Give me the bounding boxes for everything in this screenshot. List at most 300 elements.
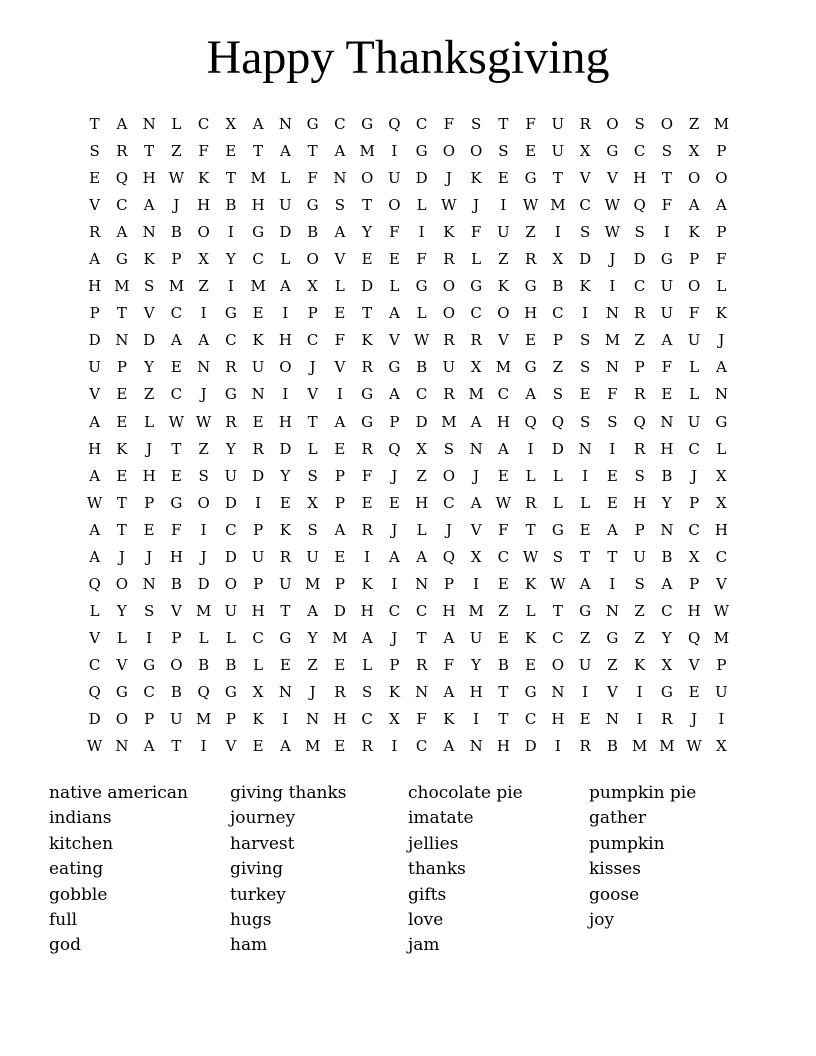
grid-cell: G (115, 683, 128, 701)
grid-cell: M (359, 142, 375, 161)
grid-cell: I (200, 520, 207, 539)
grid-cell: U (687, 331, 701, 350)
word-item: goose (589, 884, 640, 905)
grid-cell: A (497, 439, 509, 458)
grid-cell: O (442, 277, 456, 296)
grid-cell: Q (442, 547, 456, 566)
grid-cell: J (391, 520, 398, 539)
grid-cell: M (550, 196, 566, 215)
grid-cell: P (89, 304, 100, 323)
grid-cell: E (170, 466, 182, 485)
grid-cell: P (716, 223, 727, 242)
grid-cell: L (525, 601, 536, 620)
grid-cell: M (250, 277, 266, 296)
grid-cell: H (278, 412, 292, 431)
grid-cell: S (470, 115, 482, 134)
grid-cell: P (689, 574, 700, 593)
grid-cell: K (715, 304, 727, 323)
grid-cell: I (391, 737, 398, 756)
grid-cell: A (334, 520, 346, 539)
grid-cell: F (661, 196, 673, 215)
grid-cell: I (636, 710, 643, 729)
grid-cell: I (227, 223, 234, 242)
word-item: full (49, 910, 78, 931)
grid-cell: F (661, 358, 673, 377)
grid-cell: K (525, 574, 537, 593)
grid-cell: P (334, 574, 345, 593)
grid-cell: O (687, 277, 701, 296)
grid-cell: A (470, 412, 482, 431)
word-item: harvest (230, 833, 295, 854)
grid-cell: H (524, 304, 538, 323)
grid-cell: A (334, 142, 346, 161)
grid-cell: U (633, 547, 646, 566)
grid-cell: B (225, 655, 237, 674)
grid-cell: S (143, 277, 155, 296)
grid-cell: P (716, 655, 727, 674)
grid-cell: N (605, 358, 619, 377)
grid-cell: R (361, 439, 373, 458)
grid-cell: U (469, 628, 483, 647)
grid-cell: E (334, 439, 346, 458)
grid-cell: S (579, 412, 591, 431)
word-item: gifts (408, 884, 447, 905)
grid-cell: Q (388, 115, 401, 134)
grid-cell: W (604, 223, 621, 242)
grid-cell: T (661, 169, 672, 188)
grid-cell: Z (498, 250, 509, 269)
grid-cell: N (142, 574, 156, 593)
grid-cell: J (391, 466, 398, 485)
grid-cell: R (443, 331, 455, 350)
grid-cell: N (660, 520, 674, 539)
grid-cell: X (252, 683, 264, 701)
grid-cell: N (251, 385, 265, 404)
grid-cell: F (470, 223, 482, 242)
grid-cell: P (253, 520, 264, 539)
grid-cell: C (633, 142, 646, 161)
grid-cell: L (689, 358, 700, 377)
grid-cell: F (334, 331, 346, 350)
grid-cell: S (443, 439, 455, 458)
grid-cell: W (441, 196, 457, 215)
grid-cell: F (607, 385, 618, 404)
grid-cell: O (279, 358, 292, 377)
grid-cell: L (280, 169, 291, 188)
grid-cell: F (198, 142, 209, 161)
grid-cell: D (279, 439, 292, 458)
grid-cell: A (170, 331, 182, 350)
grid-cell: F (416, 710, 427, 729)
grid-cell: A (606, 520, 618, 539)
grid-cell: I (554, 223, 561, 242)
word-item: god (49, 935, 81, 956)
grid-cell: Q (88, 683, 101, 701)
grid-cell: A (116, 115, 128, 134)
grid-cell: X (552, 250, 564, 269)
grid-cell: M (468, 385, 484, 404)
grid-cell: F (171, 520, 182, 539)
grid-cell: W (604, 196, 621, 215)
grid-cell: T (307, 412, 318, 431)
grid-cell: Q (687, 628, 701, 647)
grid-cell: T (525, 520, 536, 539)
grid-cell: A (443, 628, 455, 647)
grid-cell: O (687, 169, 701, 188)
grid-cell: W (168, 412, 185, 431)
grid-cell: T (280, 601, 291, 620)
grid-cell: U (170, 710, 183, 729)
grid-cell: W (522, 196, 539, 215)
grid-cell: E (334, 655, 346, 674)
grid-cell: I (200, 737, 207, 756)
grid-cell: C (688, 520, 700, 539)
grid-cell: P (171, 250, 182, 269)
grid-cell: F (716, 250, 727, 269)
grid-cell: H (251, 601, 265, 620)
grid-cell: G (415, 277, 428, 296)
grid-cell: N (278, 683, 292, 701)
grid-cell: L (280, 250, 291, 269)
grid-cell: E (688, 683, 700, 701)
grid-cell: O (469, 142, 483, 161)
grid-cell: X (307, 493, 318, 512)
grid-cell: T (362, 304, 373, 323)
grid-cell: R (361, 737, 373, 756)
grid-cell: E (579, 520, 591, 539)
grid-cell: A (279, 737, 291, 756)
grid-cell: C (170, 385, 183, 404)
word-item: pumpkin (589, 833, 665, 854)
grid-cell: G (524, 169, 537, 188)
grid-cell: Y (362, 223, 373, 242)
grid-cell: U (660, 277, 674, 296)
grid-cell: S (634, 574, 645, 593)
grid-cell: P (634, 358, 645, 377)
grid-cell: S (143, 601, 155, 620)
grid-cell: E (497, 466, 509, 485)
grid-cell: A (443, 737, 455, 756)
word-search-grid (81, 111, 735, 760)
grid-cell: L (334, 277, 345, 296)
grid-cell: E (334, 737, 346, 756)
grid-cell: L (689, 385, 700, 404)
word-item: love (408, 910, 444, 931)
grid-cell: S (89, 142, 100, 161)
grid-cell: L (552, 493, 563, 512)
grid-cell: C (524, 710, 537, 729)
grid-cell: T (552, 601, 563, 620)
grid-cell: E (525, 142, 537, 161)
grid-cell: D (633, 250, 646, 269)
grid-cell: U (687, 412, 701, 431)
grid-cell: O (115, 710, 129, 729)
grid-cell: G (660, 683, 673, 701)
grid-cell: B (307, 223, 319, 242)
grid-cell: M (713, 115, 730, 134)
grid-cell: V (116, 655, 128, 674)
grid-cell: N (142, 115, 156, 134)
grid-cell: R (443, 385, 455, 404)
grid-cell: J (173, 196, 180, 215)
grid-cell: S (552, 385, 564, 404)
grid-cell: C (415, 737, 428, 756)
grid-cell: C (334, 115, 346, 134)
grid-cell: T (253, 142, 264, 161)
word-item: thanks (408, 859, 466, 880)
grid-cell: K (198, 169, 210, 188)
grid-cell: H (142, 466, 156, 485)
grid-cell: K (634, 655, 646, 674)
grid-cell: C (415, 115, 428, 134)
grid-cell: H (251, 196, 265, 215)
grid-cell: H (633, 493, 647, 512)
grid-cell: S (307, 466, 318, 485)
grid-cell: E (388, 493, 400, 512)
grid-cell: T (89, 115, 100, 134)
grid-cell: C (361, 710, 373, 729)
grid-cell: A (116, 223, 128, 242)
grid-cell: I (282, 710, 289, 729)
grid-cell: I (282, 304, 289, 323)
grid-cell: I (364, 547, 371, 566)
grid-cell: G (115, 250, 128, 269)
grid-cell: P (552, 331, 563, 350)
grid-cell: U (88, 358, 101, 377)
grid-cell: H (88, 277, 102, 296)
grid-cell: B (198, 655, 210, 674)
grid-cell: J (609, 250, 616, 269)
grid-cell: R (579, 737, 591, 756)
grid-cell: C (579, 196, 591, 215)
grid-cell: X (307, 277, 318, 296)
word-item: native american (49, 783, 188, 803)
grid-cell: G (170, 493, 183, 512)
grid-cell: B (606, 737, 618, 756)
grid-cell: V (89, 628, 101, 647)
grid-cell: O (715, 169, 728, 188)
grid-cell: H (360, 601, 374, 620)
grid-cell: K (252, 331, 264, 350)
grid-cell: H (714, 520, 728, 539)
grid-cell: E (170, 358, 182, 377)
grid-cell: O (197, 493, 210, 512)
grid-cell: Z (634, 601, 645, 620)
grid-cell: H (333, 710, 347, 729)
grid-cell: M (604, 331, 621, 350)
grid-cell: A (388, 547, 400, 566)
grid-cell: I (500, 196, 507, 215)
grid-cell: R (116, 142, 128, 161)
grid-cell: H (633, 169, 647, 188)
grid-cell: H (551, 710, 565, 729)
grid-cell: I (609, 574, 616, 593)
grid-cell: E (116, 385, 128, 404)
grid-cell: G (715, 412, 728, 431)
grid-cell: C (497, 385, 510, 404)
grid-cell: O (606, 115, 619, 134)
grid-cell: H (469, 683, 483, 701)
grid-cell: M (195, 710, 212, 729)
grid-cell: Q (88, 574, 101, 593)
grid-cell: S (334, 196, 346, 215)
grid-cell: J (146, 547, 153, 566)
grid-cell: A (715, 196, 727, 215)
grid-cell: M (659, 737, 675, 756)
grid-cell: Z (634, 331, 645, 350)
grid-cell: Y (661, 493, 672, 512)
grid-cell: G (306, 115, 319, 134)
grid-cell: L (580, 493, 591, 512)
grid-cell: C (306, 331, 319, 350)
grid-cell: M (168, 277, 185, 296)
grid-cell: L (198, 628, 209, 647)
grid-cell: E (143, 520, 155, 539)
grid-cell: T (171, 439, 182, 458)
grid-cell: J (473, 466, 480, 485)
grid-cell: F (416, 250, 427, 269)
grid-cell: I (582, 683, 589, 701)
grid-cell: O (660, 115, 674, 134)
grid-cell: E (252, 304, 264, 323)
grid-cell: S (361, 683, 373, 701)
grid-cell: U (279, 196, 292, 215)
grid-cell: T (498, 115, 509, 134)
grid-cell: C (225, 331, 237, 350)
grid-cell: P (144, 493, 155, 512)
grid-cell: Z (552, 358, 564, 377)
grid-cell: L (144, 412, 155, 431)
grid-cell: X (389, 710, 400, 729)
grid-cell: A (334, 223, 346, 242)
grid-cell: N (605, 304, 619, 323)
grid-cell: N (115, 331, 129, 350)
grid-cell: G (524, 358, 537, 377)
grid-cell: L (171, 115, 182, 134)
grid-cell: P (443, 574, 454, 593)
grid-cell: D (551, 439, 564, 458)
grid-cell: S (634, 466, 645, 485)
grid-cell: U (306, 547, 319, 566)
grid-cell: G (224, 683, 237, 701)
grid-cell: O (360, 169, 374, 188)
grid-cell: R (361, 358, 373, 377)
grid-cell: L (525, 466, 536, 485)
grid-cell: L (716, 439, 727, 458)
word-item: hugs (230, 910, 272, 931)
grid-cell: U (224, 466, 238, 485)
grid-cell: D (333, 601, 346, 620)
grid-cell: R (524, 493, 537, 512)
grid-cell: L (471, 250, 482, 269)
grid-cell: I (527, 439, 534, 458)
word-item: imatate (408, 808, 474, 829)
grid-cell: E (252, 737, 264, 756)
grid-cell: J (200, 547, 207, 566)
grid-cell: O (388, 196, 401, 215)
word-item: eating (49, 859, 104, 880)
grid-cell: R (361, 520, 373, 539)
grid-cell: D (88, 710, 101, 729)
grid-cell: G (306, 196, 319, 215)
grid-cell: R (415, 655, 428, 674)
grid-cell: G (551, 520, 564, 539)
grid-cell: S (498, 142, 509, 161)
grid-cell: J (391, 628, 398, 647)
grid-cell: G (524, 683, 537, 701)
grid-cell: X (661, 655, 673, 674)
grid-cell: U (442, 358, 456, 377)
word-item: kitchen (49, 833, 114, 854)
grid-cell: G (361, 115, 374, 134)
grid-cell: E (252, 412, 264, 431)
grid-cell: H (687, 601, 701, 620)
grid-cell: R (524, 250, 537, 269)
grid-cell: W (550, 574, 566, 593)
word-list-column (49, 781, 188, 959)
grid-cell: C (497, 547, 510, 566)
grid-cell: A (143, 196, 155, 215)
grid-cell: H (197, 196, 211, 215)
grid-cell: L (116, 628, 127, 647)
word-item: joy (589, 910, 615, 931)
grid-cell: A (198, 331, 210, 350)
grid-cell: Y (661, 628, 672, 647)
grid-cell: N (660, 412, 674, 431)
grid-cell: T (225, 169, 236, 188)
grid-cell: V (715, 574, 727, 593)
grid-cell: K (688, 223, 700, 242)
grid-cell: U (660, 304, 674, 323)
grid-cell: G (524, 277, 537, 296)
word-item: gather (589, 808, 646, 829)
grid-cell: A (661, 574, 673, 593)
grid-cell: E (225, 142, 237, 161)
grid-cell: P (116, 358, 127, 377)
grid-cell: N (415, 683, 429, 701)
word-item: journey (230, 808, 296, 829)
grid-cell: V (606, 169, 618, 188)
grid-cell: P (689, 250, 700, 269)
grid-cell: G (361, 385, 374, 404)
grid-cell: L (416, 196, 427, 215)
word-item: indians (49, 808, 112, 829)
grid-cell: A (416, 547, 428, 566)
grid-cell: E (579, 385, 591, 404)
grid-cell: G (224, 304, 237, 323)
grid-cell: P (334, 493, 345, 512)
grid-cell: Z (607, 655, 618, 674)
grid-cell: G (388, 358, 401, 377)
grid-cell: N (306, 710, 320, 729)
grid-cell: G (579, 601, 592, 620)
grid-cell: Q (388, 439, 401, 458)
grid-cell: V (470, 520, 482, 539)
grid-cell: K (470, 169, 482, 188)
grid-cell: B (170, 223, 182, 242)
grid-cell: I (554, 737, 561, 756)
grid-cell: H (660, 439, 674, 458)
grid-cell: P (171, 628, 182, 647)
grid-cell: R (225, 412, 237, 431)
grid-cell: U (388, 169, 401, 188)
grid-cell: D (579, 250, 592, 269)
grid-cell: O (115, 574, 129, 593)
grid-cell: M (195, 601, 212, 620)
grid-cell: H (278, 331, 292, 350)
grid-cell: R (443, 250, 455, 269)
grid-cell: S (607, 412, 618, 431)
